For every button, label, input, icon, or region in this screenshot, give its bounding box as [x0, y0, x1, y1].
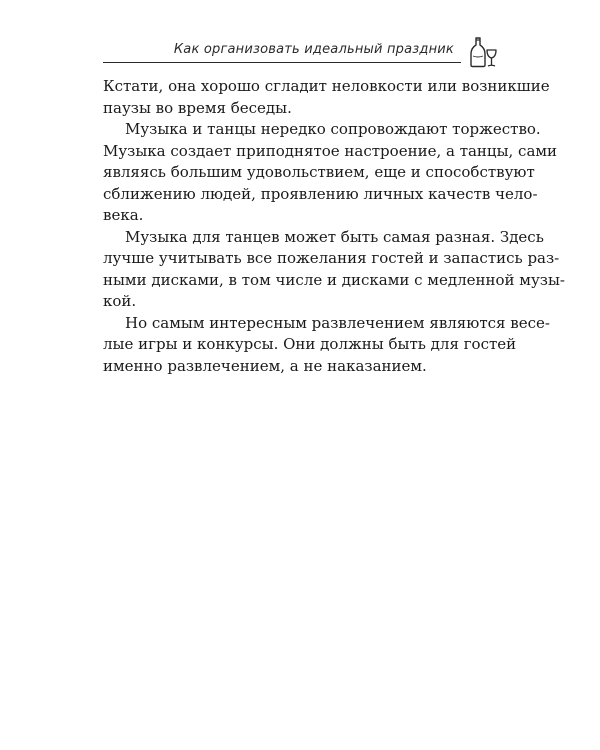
text-line: лые игры и конкурсы. Они должны быть для гостей: [103, 335, 517, 353]
text-line: ными дисками, в том числе и дисками с медленной музы-: [103, 270, 565, 289]
body-text: [103, 76, 565, 377]
text-line: Музыка для танцев может быть самая разная. Здесь: [125, 227, 544, 246]
text-line: Музыка и танцы нередко сопровождают торжество.: [125, 120, 541, 138]
text-line: века.: [103, 206, 144, 224]
text-line: Кстати, она хорошо сгладит неловкости или возникшие: [103, 77, 550, 95]
running-header-title: Как организовать идеальный праздник: [173, 42, 454, 57]
text-line: являясь большим удовольствием, еще и способствуют: [103, 163, 535, 181]
text-line: лучше учитывать все пожелания гостей и запастись раз-: [103, 249, 560, 267]
text-line: именно развлечением, а не наказанием.: [103, 356, 427, 375]
text-line: сближению людей, проявлению личных качеств чело-: [103, 184, 538, 203]
text-line: Но самым интересным развлечением являются весе-: [125, 313, 550, 332]
text-line: кой.: [103, 292, 137, 310]
text-line: паузы во время беседы.: [103, 98, 292, 117]
running-header: [103, 40, 458, 62]
text-line: Музыка создает приподнятое настроение, а танцы, сами: [103, 141, 558, 160]
header-rule: [103, 62, 461, 63]
wine-bottle-and-glass-icon: [462, 36, 498, 68]
